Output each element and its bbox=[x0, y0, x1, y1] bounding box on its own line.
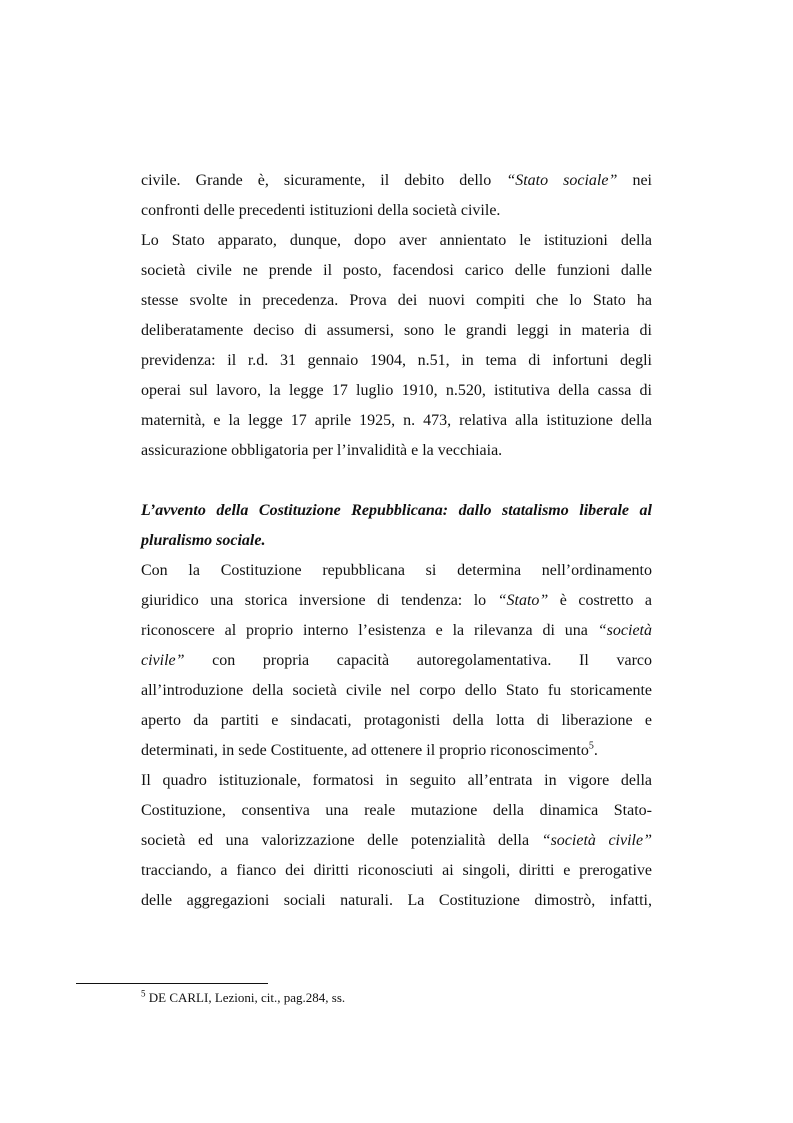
italic-term: civile” bbox=[141, 652, 185, 669]
footnote-separator bbox=[76, 983, 268, 984]
text-line: confronti delle precedenti istituzioni della società civile. bbox=[141, 202, 501, 219]
text-line: Con la Costituzione repubblicana si determina nell’ordinamento bbox=[141, 562, 652, 579]
text-line: giuridico una storica inversione di tendenza: lo “Stato” è costretto a bbox=[141, 592, 653, 609]
text-line: tracciando, a fianco dei diritti riconosciuti ai singoli, diritti e prerogative bbox=[141, 862, 652, 879]
text-line: operai sul lavoro, la legge 17 luglio 1910, n.520, istitutiva della cassa di bbox=[141, 382, 652, 399]
section-heading: L’avvento della Costituzione Repubblicana: dallo statalismo liberale al bbox=[141, 502, 652, 519]
italic-term: “Stato” bbox=[497, 592, 549, 609]
text-line: Lo Stato apparato, dunque, dopo aver annientato le istituzioni della bbox=[141, 232, 652, 249]
text-line: maternità, e la legge 17 aprile 1925, n. 473, relativa alla istituzione della bbox=[141, 412, 652, 429]
text-line: stesse svolte in precedenza. Prova dei nuovi compiti che lo Stato ha bbox=[141, 292, 652, 309]
body-text bbox=[141, 166, 652, 916]
text-line: società civile ne prende il posto, facendosi carico delle funzioni dalle bbox=[141, 262, 652, 279]
text-line: deliberatamente deciso di assumersi, sono le grandi leggi in materia di bbox=[141, 322, 652, 339]
paragraph-gap bbox=[141, 466, 652, 496]
footnote-reference[interactable]: 5 bbox=[588, 740, 594, 752]
text-line: previdenza: il r.d. 31 gennaio 1904, n.51, in tema di infortuni degli bbox=[141, 352, 652, 369]
footnote-number: 5 bbox=[141, 988, 146, 999]
text-line: aperto da partiti e sindacati, protagonisti della lotta di liberazione e bbox=[141, 712, 652, 729]
footnote bbox=[141, 990, 661, 1006]
text-line: Costituzione, consentiva una reale mutazione della dinamica Stato- bbox=[141, 802, 652, 819]
italic-term: “società bbox=[597, 622, 652, 639]
text-line: civile. Grande è, sicuramente, il debito dello “Stato sociale” nei bbox=[141, 172, 652, 189]
text-line: all’introduzione della società civile nel corpo dello Stato fu storicamente bbox=[141, 682, 652, 699]
italic-term: “Stato sociale” bbox=[506, 172, 618, 189]
footnote-text: DE CARLI, Lezioni, cit., pag.284, ss. bbox=[145, 990, 346, 1005]
text-line: riconoscere al proprio interno l’esistenza e la rilevanza di una “società bbox=[141, 622, 652, 639]
text-line: determinati, in sede Costituente, ad ottenere il proprio riconoscimento$^5$. bbox=[141, 740, 598, 759]
section-heading-continued: pluralismo sociale. bbox=[141, 532, 266, 549]
text-line: civile” con propria capacità autoregolamentativa. Il varco bbox=[141, 652, 652, 669]
italic-term: “società civile” bbox=[541, 832, 652, 849]
text-line: società ed una valorizzazione delle potenzialità della “società civile” bbox=[141, 832, 652, 849]
text-line: Il quadro istituzionale, formatosi in seguito all’entrata in vigore della bbox=[141, 772, 652, 789]
text-line: assicurazione obbligatoria per l’invalidità e la vecchiaia. bbox=[141, 442, 503, 459]
text-line: delle aggregazioni sociali naturali. La Costituzione dimostrò, infatti, bbox=[141, 892, 652, 909]
